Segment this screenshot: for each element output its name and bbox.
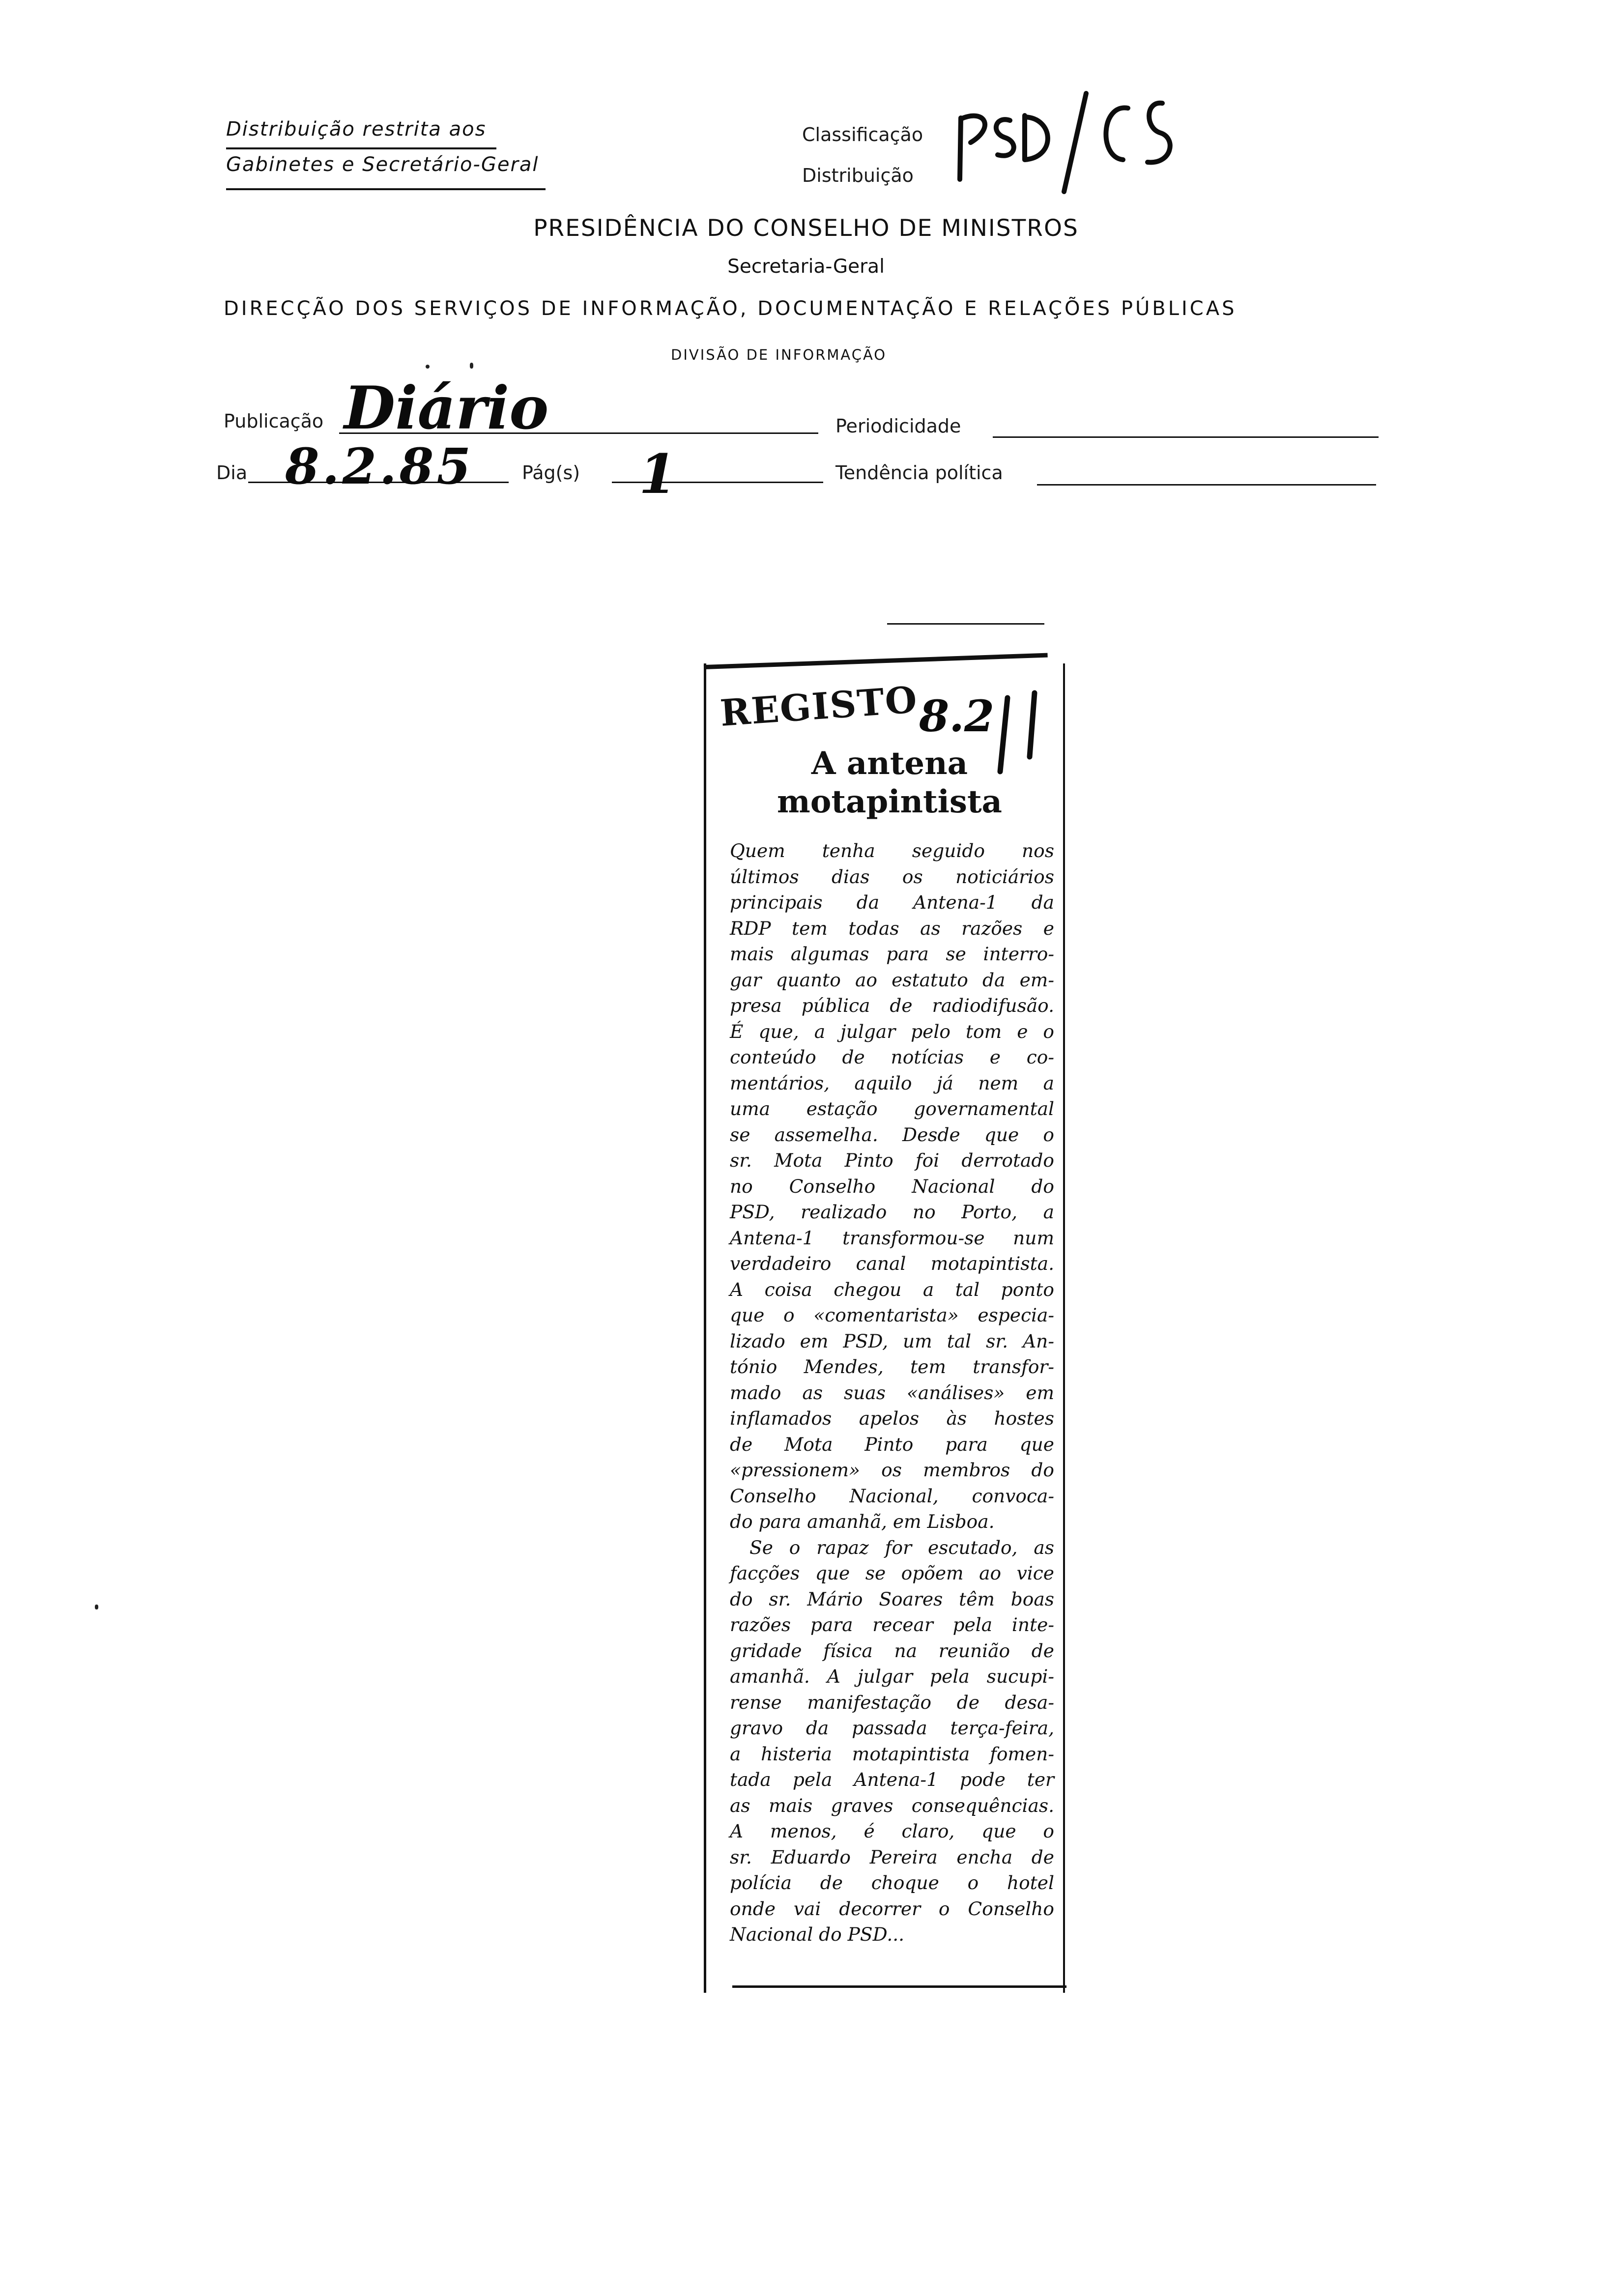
clipping-bottom-rule [732,1985,1066,1988]
ink-dot [95,1605,98,1609]
article-body-line: Se o rapaz for escutado, as [749,1536,1054,1558]
article-body-line: gravo da passada terça-feira, [730,1717,1054,1739]
tendency-line [1037,484,1376,486]
publication-label: Publicação [224,410,324,432]
article-body-line: mentários, aquilo já nem a [730,1072,1054,1094]
periodicity-line [993,436,1379,438]
article-title-line-1: A antena [811,745,968,782]
article-body-line: tónio Mendes, tem transfor- [730,1356,1054,1378]
article-body-line: A menos, é claro, que o [730,1820,1054,1842]
article-body-line: polícia de choque o hotel [730,1872,1054,1894]
day-value: 8.2.85 [285,437,474,495]
ink-dot [470,363,473,369]
article-body-line: mais algumas para se interro- [730,943,1054,965]
org-directorate: DIRECÇÃO DOS SERVIÇOS DE INFORMAÇÃO, DOCUMENTAÇÃO E RELAÇÕES PÚBLICAS [224,297,1237,320]
org-division: DIVISÃO DE INFORMAÇÃO [671,346,887,363]
article-body-line: sr. Eduardo Pereira encha de [730,1846,1054,1868]
article-body-line: principais da Antena-1 da [730,891,1054,913]
article-body-line: do para amanhã, em Lisboa. [730,1511,995,1532]
article-body-line: Quem tenha seguido nos [730,840,1054,861]
section-badge: REGISTO [719,679,920,735]
article-body-line: no Conselho Nacional do [730,1175,1054,1197]
publication-value: Diário [344,373,549,443]
article-body-line: amanhã. A julgar pela sucupi- [730,1665,1054,1687]
clipping-handwritten-date: 8.2 [919,690,995,742]
article-body-line: Conselho Nacional, convoca- [730,1485,1054,1507]
article-body-line: as mais graves consequências. [730,1794,1054,1816]
article-body-line: sr. Mota Pinto foi derrotado [730,1149,1054,1171]
article-body-line: de Mota Pinto para que [730,1433,1054,1455]
article-body-line: que o «comentarista» especia- [730,1304,1054,1326]
day-label: Dia [216,462,248,484]
article-body-line: Antena-1 transformou-se num [730,1227,1054,1249]
article-body-line: gar quanto ao estatuto da em- [730,969,1054,991]
article-body-line: mado as suas «análises» em [730,1381,1054,1404]
distribution-note [226,118,539,176]
article-body-line: onde vai decorrer o Conselho [730,1897,1054,1920]
article-body-line: inflamados apelos às hostes [730,1407,1054,1429]
org-subtitle: Secretaria-Geral [727,256,885,278]
article-body-line: PSD, realizado no Porto, a [730,1201,1054,1223]
distribution-note-line-1: Distribuição restrita aos [226,118,487,141]
pages-value: 1 [639,442,677,506]
distribution-label: Distribuição [802,165,914,186]
periodicity-label: Periodicidade [835,415,961,437]
article-body-line: presa pública de radiodifusão. [730,995,1054,1016]
article-body-line: se assemelha. Desde que o [730,1123,1054,1146]
distribution-note-line-2: Gabinetes e Secretário-Geral [226,153,539,176]
org-title: PRESIDÊNCIA DO CONSELHO DE MINISTROS [533,215,1079,242]
article-body [730,838,1054,1948]
handwritten-classification-icon [951,74,1216,221]
article-body-line: lizado em PSD, um tal sr. An- [730,1330,1054,1352]
article-body-line: «pressionem» os membros do [730,1459,1054,1481]
article-body-line: últimos dias os noticiários [730,865,1054,888]
classification-handwritten-stamp [951,74,1216,221]
article-body-line: É que, a julgar pelo tom e o [730,1020,1054,1042]
article-body-line: a histeria motapintista fomen- [730,1743,1054,1765]
classification-label: Classificação [802,124,923,145]
article-body-line: verdadeiro canal motapintista. [730,1253,1054,1274]
article-body-line: Nacional do PSD... [730,1923,905,1945]
clip-top-rule [887,623,1044,625]
article-body-line: A coisa chegou a tal ponto [730,1278,1054,1300]
article-body-line: facções que se opõem ao vice [730,1562,1054,1584]
tendency-label: Tendência política [835,462,1003,484]
pages-label: Pág(s) [522,462,580,484]
article-title [732,745,1047,821]
article-body-line: tada pela Antena-1 pode ter [730,1769,1054,1790]
ink-dot [426,365,430,369]
article-body-line: do sr. Mário Soares têm boas [730,1588,1054,1610]
article-title-line-2: motapintista [777,783,1002,820]
article-body-line: gridade física na reunião de [730,1639,1054,1662]
article-body-line: uma estação governamental [730,1098,1054,1119]
divider [226,147,496,149]
article-body-line: RDP tem todas as razões e [730,917,1054,939]
article-body-line: rense manifestação de desa- [730,1691,1054,1713]
divider [226,188,546,190]
article-body-line: conteúdo de notícias e co- [730,1046,1054,1068]
article-body-line: razões para recear pela inte- [730,1614,1054,1636]
